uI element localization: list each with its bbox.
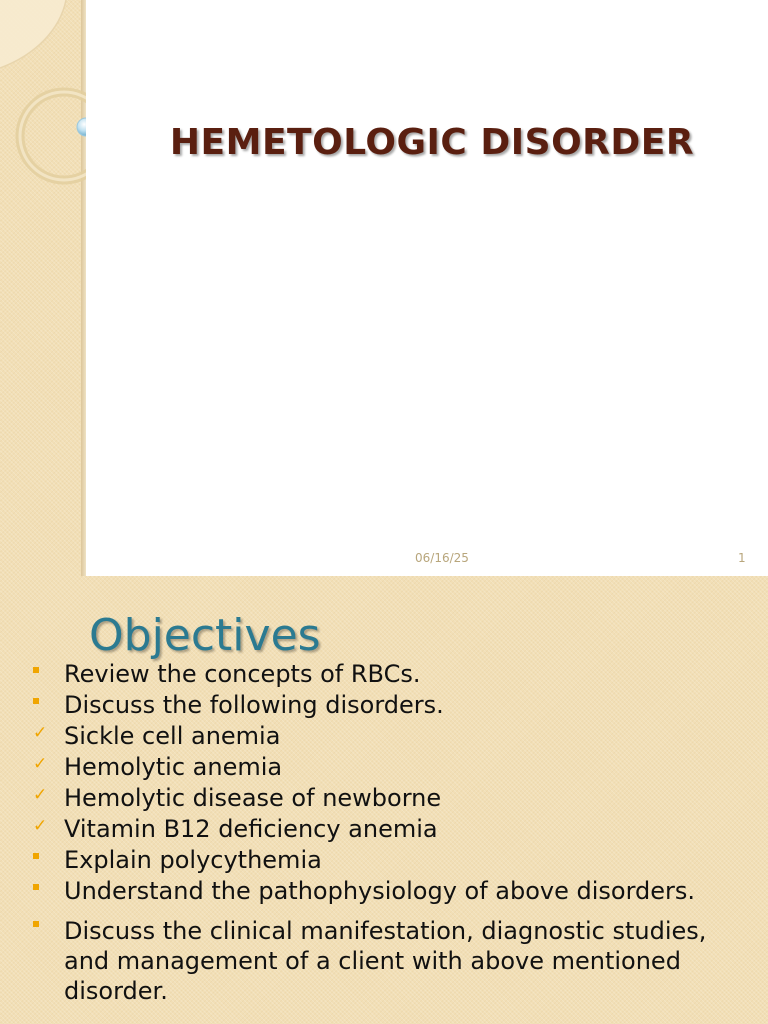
list-item: [0, 879, 768, 904]
list-item: [0, 693, 768, 718]
list-item-text: Explain polycythemia: [64, 846, 322, 874]
square-bullet-icon: [33, 879, 39, 904]
list-item: [0, 916, 768, 1006]
objectives-list: [0, 662, 768, 1012]
list-item: [0, 724, 768, 749]
slide-page-number: 1: [738, 551, 746, 565]
list-item: [0, 848, 768, 873]
square-bullet-icon: [33, 662, 39, 687]
checkmark-bullet-icon: ✓: [33, 754, 48, 774]
list-item-text: Discuss the following disorders.: [64, 691, 444, 719]
square-bullet-icon: [33, 848, 39, 873]
checkmark-bullet-icon: ✓: [33, 816, 48, 836]
slide-2: [0, 576, 768, 1024]
list-item: [0, 786, 768, 811]
checkmark-bullet-icon: ✓: [33, 785, 48, 805]
list-item: [0, 662, 768, 687]
list-item: [0, 755, 768, 780]
square-bullet-icon: [33, 693, 39, 718]
list-item-text: Discuss the clinical manifestation, diagnostic studies, and management of a client with above mentioned disorder.: [64, 917, 707, 1005]
slide-title: HEMETOLOGIC DISORDER: [169, 122, 695, 163]
circle-ring-decoration-icon: [0, 0, 86, 200]
list-item-text: Hemolytic anemia: [64, 753, 283, 781]
list-item: [0, 817, 768, 842]
slide-1-content-area: [86, 0, 768, 576]
objectives-title: Objectives: [89, 610, 321, 661]
list-item-text: Sickle cell anemia: [64, 722, 281, 750]
list-item-text: Understand the pathophysiology of above disorders.: [64, 877, 696, 905]
checkmark-bullet-icon: ✓: [33, 723, 48, 743]
list-item-text: Review the concepts of RBCs.: [64, 660, 421, 688]
list-item-text: Vitamin B12 deficiency anemia: [64, 815, 438, 843]
square-bullet-icon: [33, 916, 39, 941]
slide-date: 06/16/25: [415, 551, 469, 565]
list-item-text: Hemolytic disease of newborne: [64, 784, 442, 812]
